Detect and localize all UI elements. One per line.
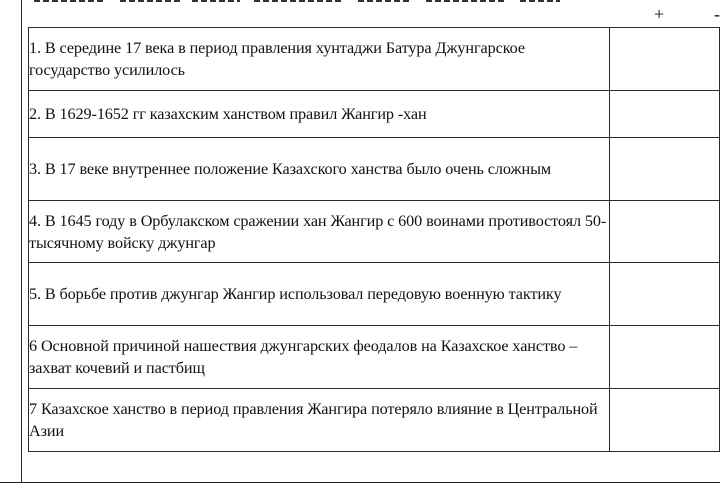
cut-off-bottom-text: [0, 493, 720, 503]
statement-text: В борьбе против джунгар Жангир использовал передовую военную тактику: [44, 285, 562, 303]
statement-cell: [29, 326, 610, 389]
answer-cell[interactable]: [609, 138, 719, 201]
statement-cell: [29, 28, 610, 91]
statement-text: В середине 17 века в период правления хунтаджи Батура Джунгарское государство усилилось: [29, 39, 525, 79]
answer-cell[interactable]: [609, 326, 719, 389]
cut-off-top-text: [22, 0, 720, 4]
table-row: [29, 28, 720, 91]
statement-number: 2.: [29, 105, 41, 123]
column-header-plus: +: [654, 4, 665, 24]
table-row: [29, 138, 720, 201]
table-row: [29, 389, 720, 452]
statement-cell: [29, 389, 610, 452]
table-row: [29, 263, 720, 326]
answer-cell[interactable]: [609, 389, 719, 452]
table-row: [29, 91, 720, 138]
statement-cell: [29, 201, 610, 263]
statement-number: 5.: [29, 285, 41, 303]
answer-cell[interactable]: [609, 91, 719, 138]
statement-number: 3.: [29, 160, 41, 178]
statement-text: В 17 веке внутреннее положение Казахского ханства было очень сложным: [44, 160, 551, 178]
answer-cell[interactable]: [609, 28, 719, 91]
answer-cell[interactable]: [609, 201, 719, 263]
statement-number: 6: [29, 337, 37, 355]
statement-text: Основной причиной нашествия джунгарских феодалов на Казахское ханство – захват кочевий и пастбищ: [29, 337, 578, 377]
statement-cell: [29, 91, 610, 138]
statement-text: Казахское ханство в период правления Жангира потеряло влияние в Центральной Азии: [29, 400, 598, 440]
statement-cell: [29, 263, 610, 326]
outer-border-left: [21, 0, 22, 483]
statement-number: 7: [29, 400, 37, 418]
table-row: [29, 326, 720, 389]
true-false-table: [28, 27, 720, 452]
statement-cell: [29, 138, 610, 201]
statement-text: В 1629-1652 гг казахским ханством правил Жангир -хан: [44, 105, 427, 123]
statement-text: В 1645 году в Орбулакском сражении хан Жангир с 600 воинами противостоял 50-тысячному войску джунгар: [29, 211, 607, 252]
statement-number: 1.: [29, 39, 41, 57]
column-header-minus: -: [714, 4, 720, 24]
outer-border-bottom: [0, 482, 720, 483]
answer-cell[interactable]: [609, 263, 719, 326]
table-row: [29, 201, 720, 263]
statement-number: 4.: [29, 211, 41, 230]
